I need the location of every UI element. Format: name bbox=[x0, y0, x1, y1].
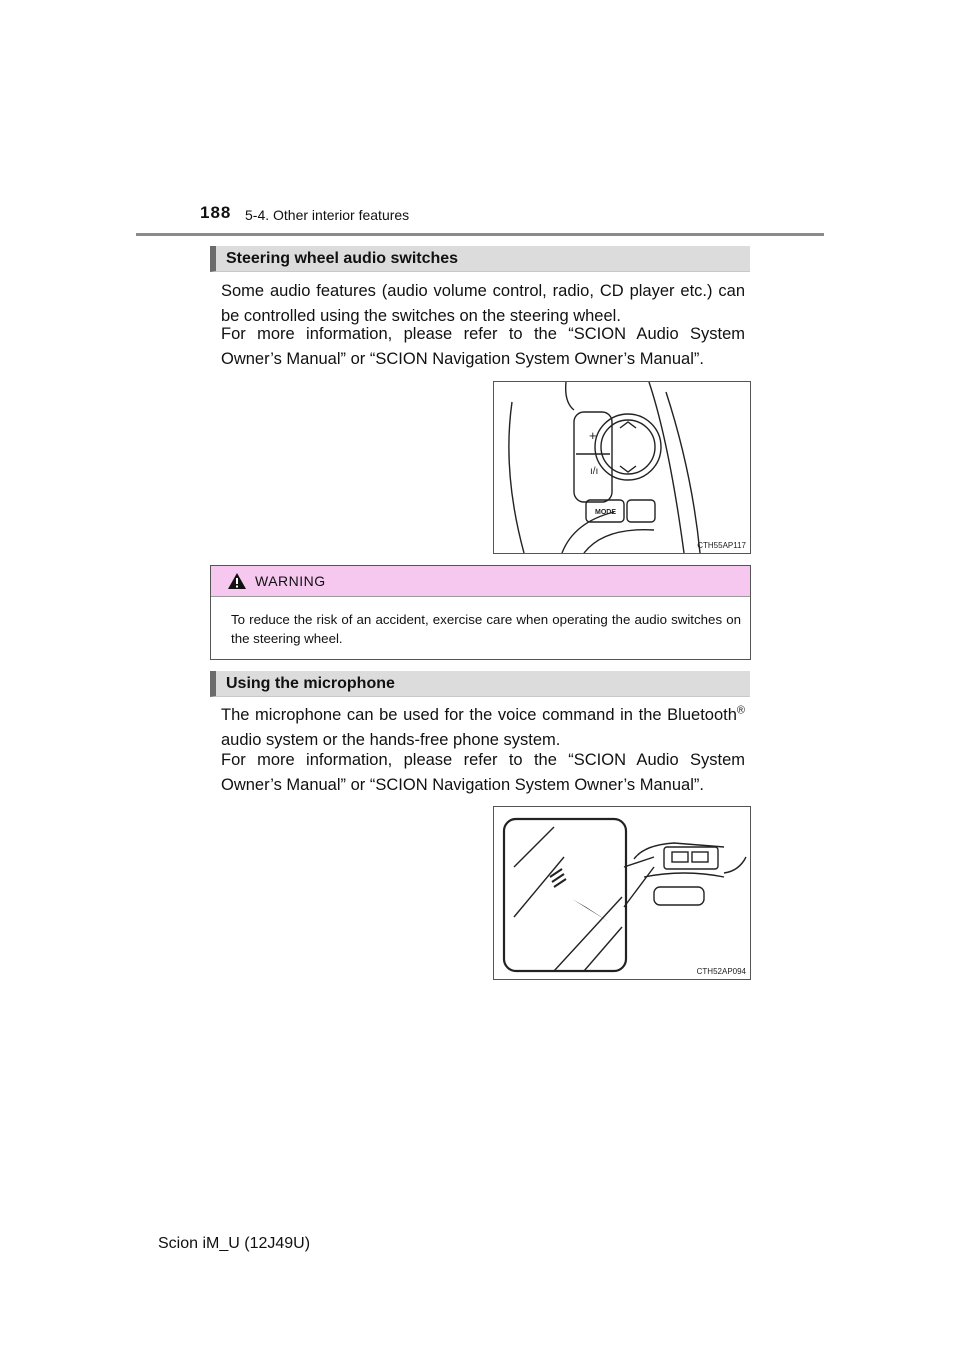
section-heading-text: Using the microphone bbox=[226, 675, 395, 692]
steering-wheel-drawing bbox=[494, 382, 750, 553]
warning-box bbox=[210, 565, 751, 660]
section-header: 5-4. Other interior features bbox=[245, 207, 410, 223]
microphone-illustration bbox=[493, 806, 751, 980]
microphone-text-start: The microphone can be used for the voice command in the Bluetooth bbox=[221, 706, 737, 724]
svg-text:+: + bbox=[589, 428, 597, 443]
footer-model: Scion iM_U (12J49U) bbox=[158, 1235, 311, 1252]
svg-text:ı/ı: ı/ı bbox=[590, 466, 599, 477]
paragraph-more-info: For more information, please refer to the “SCION Audio System Owner’s Manual” or “SCION Navigation System Owner’s Manual”. bbox=[221, 325, 745, 368]
warning-header bbox=[211, 566, 750, 597]
header-rule bbox=[136, 233, 824, 236]
paragraph-microphone bbox=[221, 703, 745, 753]
figure-code: CTH52AP094 bbox=[696, 967, 746, 976]
section-heading-steering-switches bbox=[210, 246, 750, 272]
section-heading-microphone bbox=[210, 671, 750, 697]
warning-title: WARNING bbox=[255, 573, 326, 589]
section-heading-text: Steering wheel audio switches bbox=[226, 250, 459, 267]
page-number: 188 bbox=[200, 203, 232, 222]
paragraph-audio-features: Some audio features (audio volume control, radio, CD player etc.) can be controlled using the switches on the steering wheel. bbox=[221, 282, 745, 325]
steering-switch-illustration bbox=[493, 381, 751, 554]
mode-label: MODE bbox=[595, 509, 616, 516]
microphone-location-drawing bbox=[494, 807, 750, 979]
registered-mark: ® bbox=[736, 704, 745, 717]
warning-text: To reduce the risk of an accident, exercise care when operating the audio switches on the steering wheel. bbox=[231, 612, 741, 646]
paragraph-more-info-2: For more information, please refer to the “SCION Audio System Owner’s Manual” or “SCION Navigation System Owner’s Manual”. bbox=[221, 751, 745, 794]
warning-triangle-icon bbox=[227, 572, 247, 590]
microphone-text-end: audio system or the hands-free phone system. bbox=[221, 731, 561, 749]
figure-code: CTH55AP117 bbox=[697, 541, 746, 550]
